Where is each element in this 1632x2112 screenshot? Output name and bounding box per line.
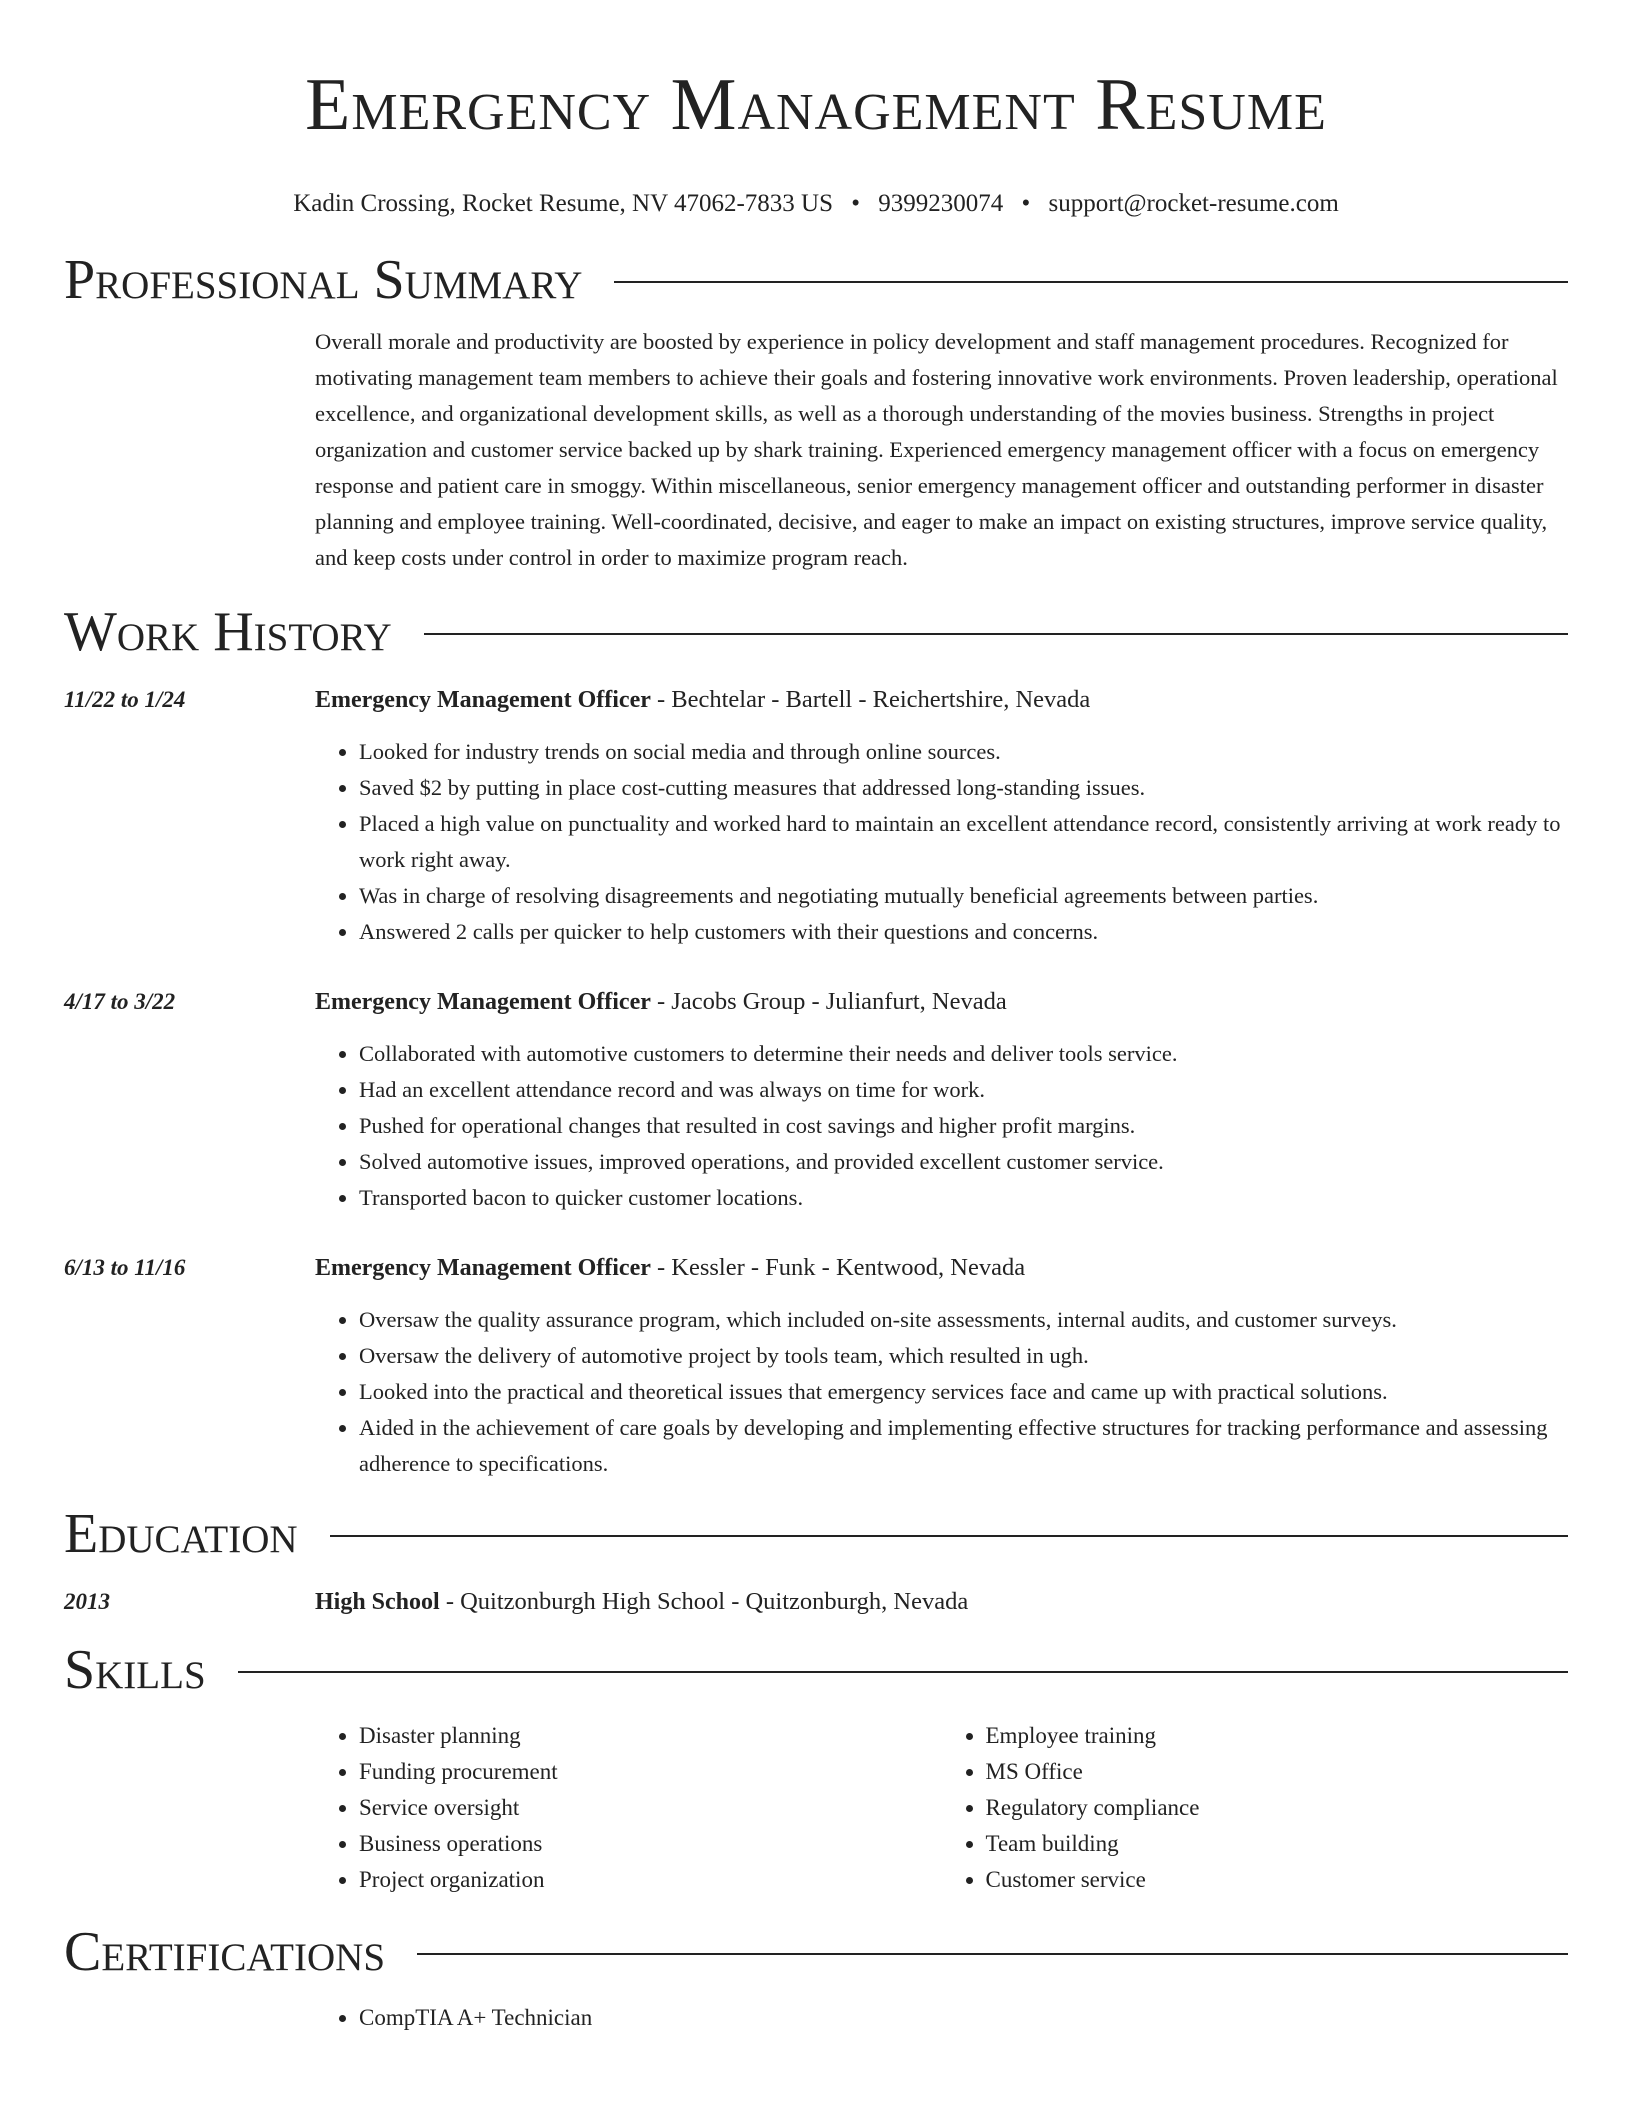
list-item: • Disaster planning [359,1718,942,1754]
list-item: • Looked for industry trends on social media and through online sources. [359,734,1568,770]
certifications-list-wrap [315,2000,1568,2036]
work-heading: Work History [64,601,392,663]
job-dates: 11/22 to 1/24 [64,687,186,712]
list-item: • Aided in the achievement of care goals by developing and implementing effective structures for tracking performance and assessing adherence to specifications. [359,1410,1568,1482]
job-role: Emergency Management Officer [315,687,651,713]
job-title-line [315,1250,1568,1286]
page-title: Emergency Management Resume [305,64,1327,146]
list-item: • Customer service [986,1862,1569,1898]
list-item: • Funding procurement [359,1754,942,1790]
contact-line [64,188,1568,220]
job-bullets [315,1036,1568,1216]
list-item: • Transported bacon to quicker customer locations. [359,1180,1568,1216]
job-main [315,984,1568,1216]
section-rule [238,1671,1568,1673]
job-employer: - Bechtelar - Bartell - Reichertshire, Nevada [650,686,1091,713]
job-title-line [315,682,1568,718]
list-item: • MS Office [986,1754,1569,1790]
skills-grid [315,1718,1568,1898]
separator-dot: • [851,190,860,217]
list-item: • Pushed for operational changes that resulted in cost savings and higher profit margins. [359,1108,1568,1144]
list-item: • Regulatory compliance [986,1790,1569,1826]
list-item: • Oversaw the delivery of automotive project by tools team, which resulted in ugh. [359,1338,1568,1374]
job-main [315,682,1568,950]
list-item: • CompTIA A+ Technician [359,2000,1568,2036]
education-school: - Quitzonburgh High School - Quitzonburgh, Nevada [439,1588,969,1615]
job-entry [64,1250,1568,1482]
job-employer: - Kessler - Funk - Kentwood, Nevada [650,1254,1026,1281]
list-item: • Was in charge of resolving disagreements and negotiating mutually beneficial agreements between parties. [359,878,1568,914]
job-dates: 6/13 to 11/16 [64,1255,186,1280]
job-employer: - Jacobs Group - Julianfurt, Nevada [650,988,1007,1015]
list-item: • Service oversight [359,1790,942,1826]
job-entry [64,682,1568,950]
work-section-header [64,600,1568,664]
list-item: • Solved automotive issues, improved operations, and provided excellent customer service. [359,1144,1568,1180]
summary-section-header [64,248,1568,312]
certifications-heading: Certifications [64,1921,386,1983]
education-section-header [64,1502,1568,1566]
section-rule [417,1953,1568,1955]
contact-address: Kadin Crossing, Rocket Resume, NV 47062-7833 US [293,190,833,217]
list-item: • Collaborated with automotive customers to determine their needs and deliver tools service. [359,1036,1568,1072]
list-item: • Oversaw the quality assurance program, which included on-site assessments, internal audits, and customer surveys. [359,1302,1568,1338]
list-item: • Business operations [359,1826,942,1862]
list-item: • Placed a high value on punctuality and worked hard to maintain an excellent attendance record, consistently arriving at work ready to work right away. [359,806,1568,878]
skills-heading: Skills [64,1639,206,1701]
separator-dot: • [1021,190,1031,217]
job-role: Emergency Management Officer [315,989,651,1015]
list-item: • Team building [986,1826,1569,1862]
skills-list-right [942,1718,1569,1898]
education-degree: High School [315,1589,440,1615]
list-item: • Saved $2 by putting in place cost-cutting measures that addressed long-standing issues. [359,770,1568,806]
education-heading: Education [64,1503,298,1565]
education-line [315,1584,1568,1620]
skills-section-header [64,1638,1568,1702]
list-item: • Project organization [359,1862,942,1898]
list-item: • Looked into the practical and theoretical issues that emergency services face and came up with practical solutions. [359,1374,1568,1410]
job-title-line [315,984,1568,1020]
list-item: • Answered 2 calls per quicker to help customers with their questions and concerns. [359,914,1568,950]
summary-text: Overall morale and productivity are boosted by experience in policy development and staff management procedures. Recognized for motivating management team members to achieve their goals and fostering innovative work environments. Proven leadership, operational excellence, and organizational development skills, as well as a thorough understanding of the movies business. Strengths in project organization and customer service backed up by shark training. Experienced emergency management officer with a focus on emergency response and patient care in smoggy. Within miscellaneous, senior emergency management officer and outstanding performer in disaster planning and employee training. Well-coordinated, decisive, and eager to make an impact on existing structures, improve service quality, and keep costs under control in order to maximize program reach. [315,329,1558,570]
job-role: Emergency Management Officer [315,1255,651,1281]
certifications-section-header [64,1920,1568,1984]
contact-email: support@rocket-resume.com [1048,190,1339,217]
job-dates: 4/17 to 3/22 [64,989,176,1014]
section-rule [614,281,1568,283]
job-entry [64,984,1568,1216]
certifications-list [315,2000,1568,2036]
skills-list-left [315,1718,942,1898]
section-rule [330,1535,1568,1537]
list-item: • Employee training [986,1718,1569,1754]
section-rule [424,633,1568,635]
contact-phone: 9399230074 [878,190,1004,217]
education-main [315,1584,1568,1620]
education-year: 2013 [64,1589,110,1614]
education-entry [64,1584,1568,1620]
job-bullets [315,734,1568,950]
job-main [315,1250,1568,1482]
job-bullets [315,1302,1568,1482]
list-item: • Had an excellent attendance record and was always on time for work. [359,1072,1568,1108]
summary-heading: Professional Summary [64,249,583,311]
summary-body [315,324,1568,576]
